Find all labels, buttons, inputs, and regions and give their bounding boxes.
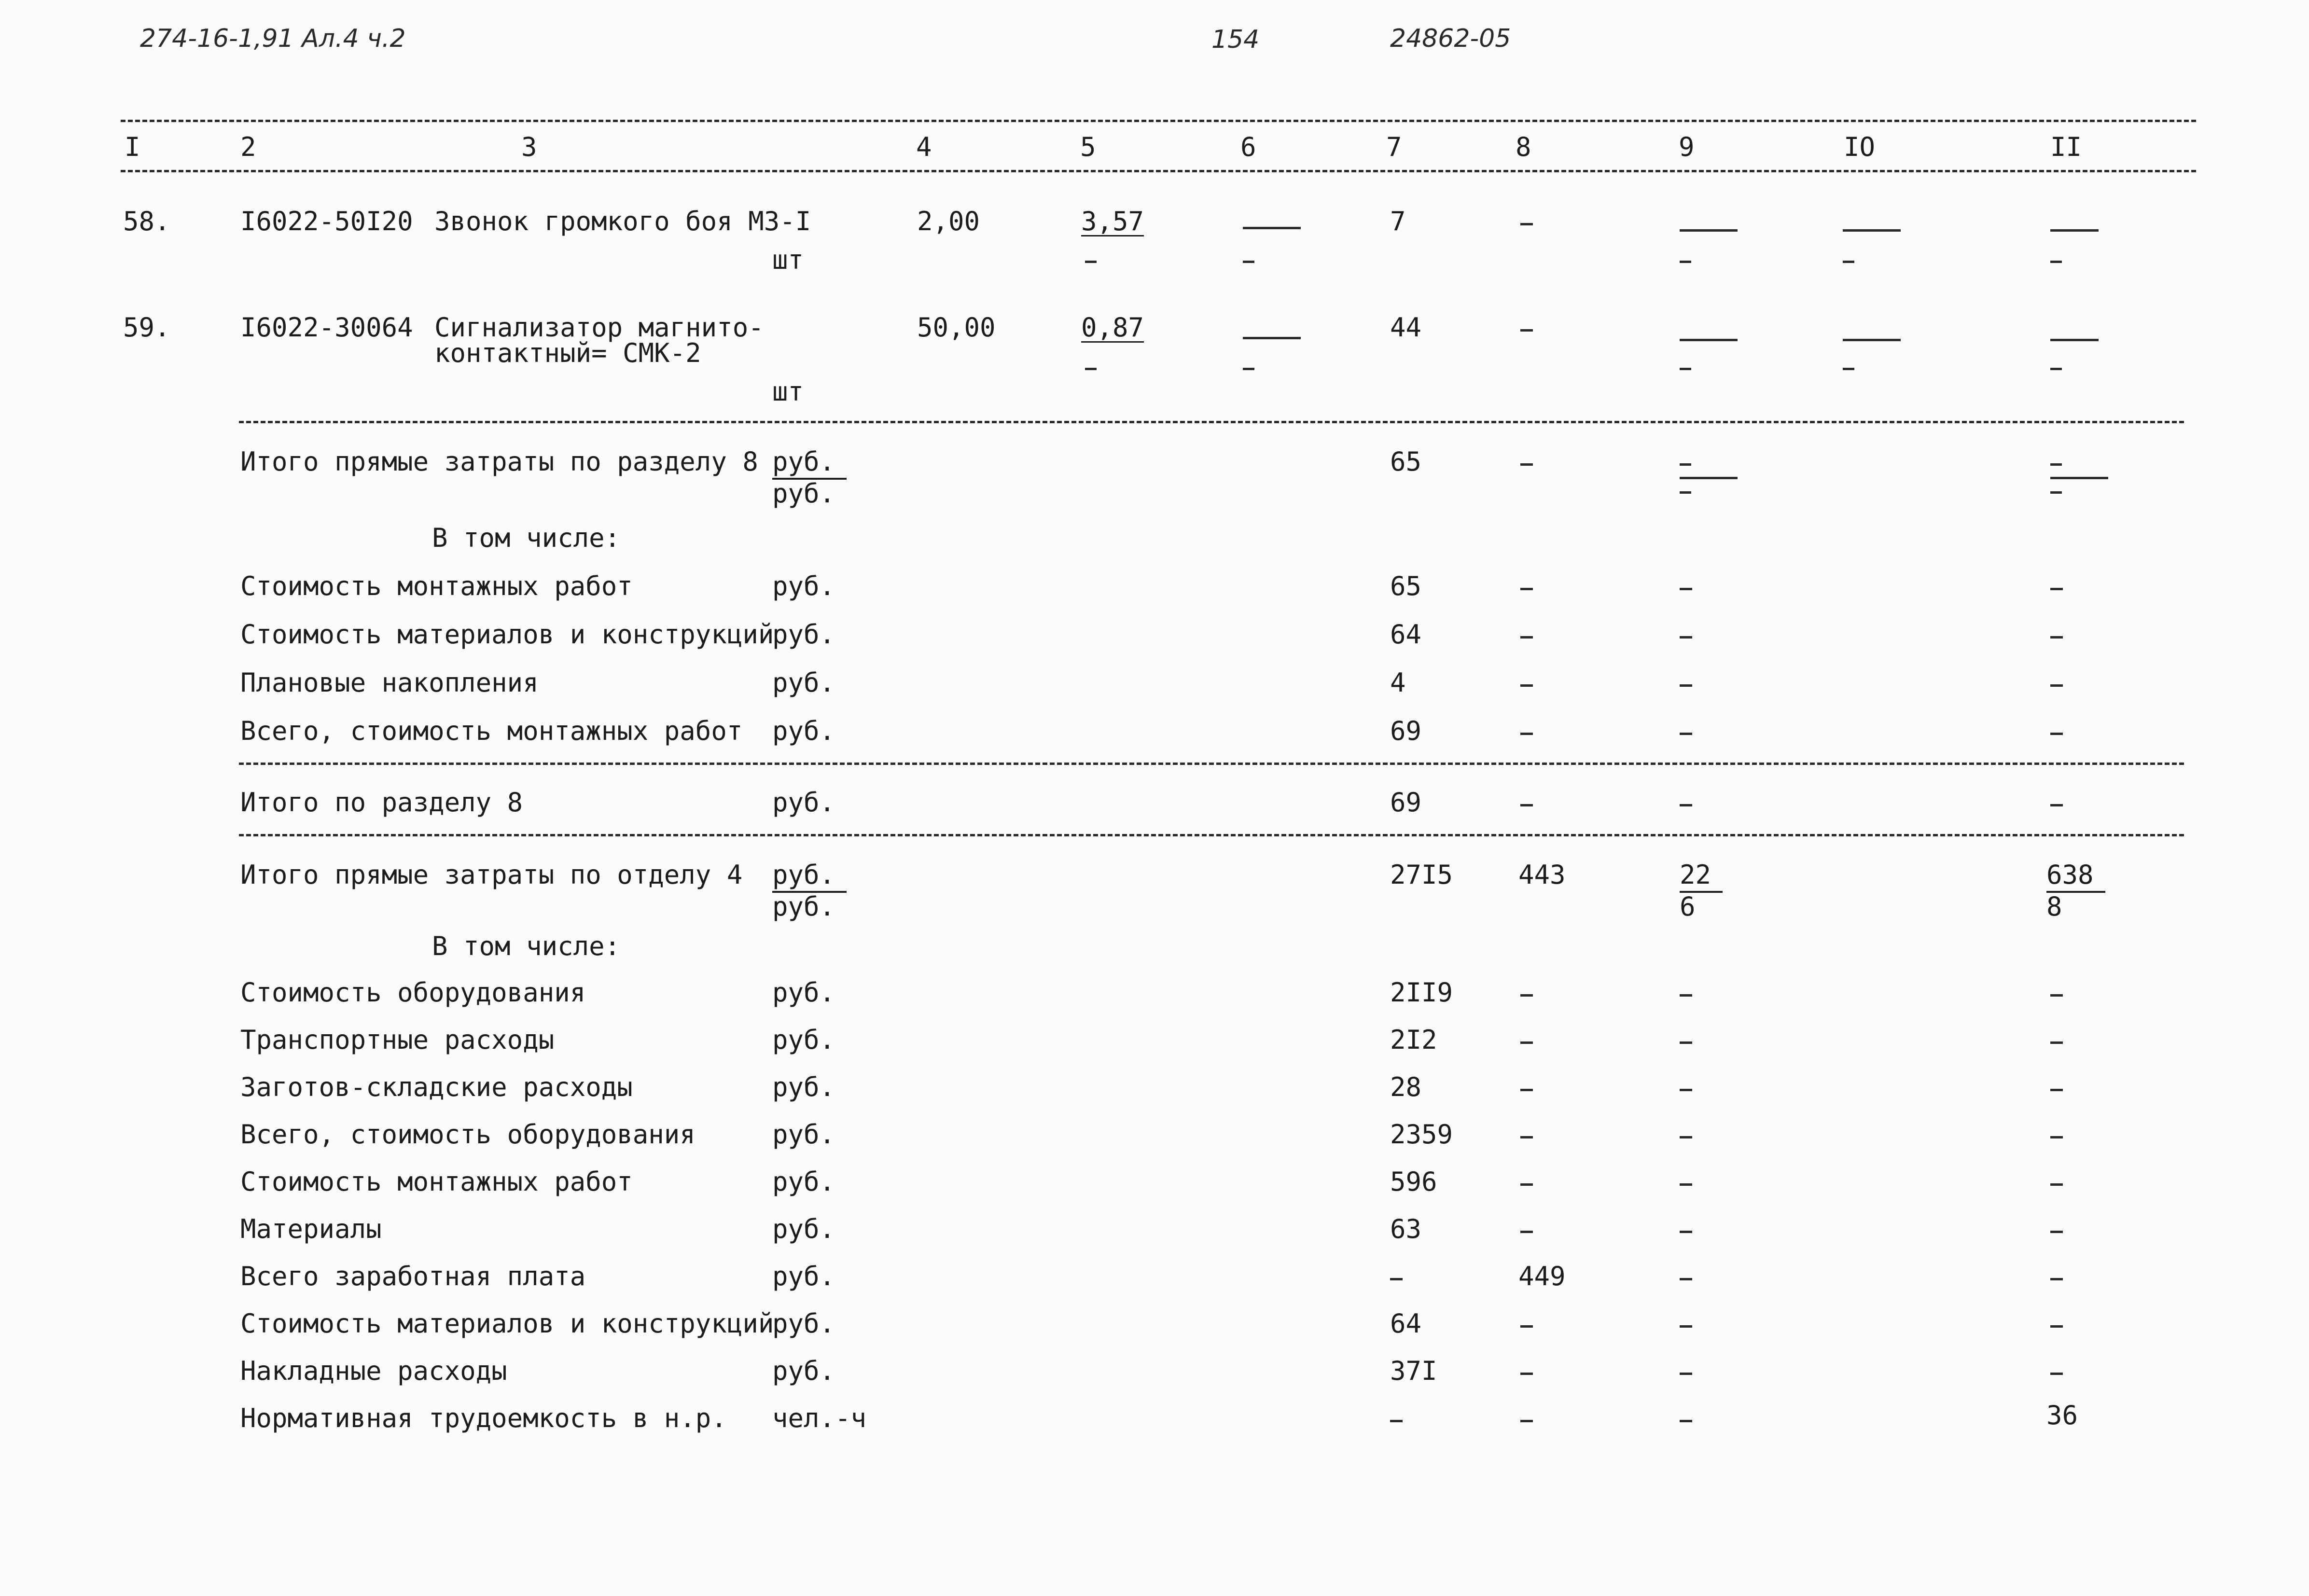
section8-row-col8-dash — [1520, 733, 1533, 735]
item-58-col7: 7 — [1390, 206, 1406, 236]
section8-row-unit: руб. — [772, 571, 835, 601]
dept4-total-col9-bottom: 6 — [1680, 891, 1696, 922]
dept4-row-col8-dash — [1520, 1420, 1533, 1422]
item-58-col6-fraction — [1243, 227, 1301, 229]
section8-row-col9-dash — [1680, 684, 1692, 687]
item-59-quantity: 50,00 — [917, 312, 996, 343]
section8-total-col11-top-dash — [2050, 463, 2062, 466]
dept4-row-col11: 36 — [2046, 1400, 2078, 1430]
section8-row-col11-dash — [2050, 684, 2063, 687]
column-header-1: I — [125, 132, 140, 162]
page-number: 154 — [1211, 25, 1260, 54]
dept4-row-col9-dash — [1680, 994, 1692, 997]
column-header-7: 7 — [1386, 132, 1402, 162]
item-59-col10-dash — [1843, 368, 1854, 370]
item-58-col6-dash — [1243, 261, 1254, 263]
dept4-row-col7: 64 — [1390, 1308, 1422, 1339]
dept4-row-unit: руб. — [772, 1166, 835, 1197]
dept4-row-col9-dash — [1680, 1041, 1692, 1044]
section8-total-col11-fraction — [2050, 477, 2108, 479]
item-58-quantity: 2,00 — [917, 206, 980, 236]
item-58-number: 58. — [123, 206, 170, 236]
dept4-row-col7: 2II9 — [1390, 977, 1453, 1008]
dept4-row-col8-dash — [1520, 1183, 1533, 1186]
item-58-col9-dash — [1680, 261, 1691, 263]
dept4-row-col8-dash — [1520, 1373, 1533, 1375]
dept4-total-label: Итого прямые затраты по отделу 4 — [240, 860, 743, 890]
dept4-row-col11-dash — [2050, 1041, 2063, 1044]
dept4-row-unit: руб. — [772, 977, 835, 1008]
dept4-row-col8-dash — [1520, 1041, 1533, 1044]
dept4-row-col9-dash — [1680, 1325, 1692, 1328]
dept4-total-col9 — [1680, 862, 1723, 920]
dept4-row-col9-dash — [1680, 1183, 1692, 1186]
item-58-col8-dash — [1520, 223, 1533, 225]
item-58-col11-dash — [2050, 261, 2062, 263]
item-59-col6-fraction — [1243, 337, 1301, 339]
item-58-name: Звонок громкого боя МЗ-I — [434, 206, 811, 236]
section8-total-unit-top: руб. — [772, 449, 847, 480]
item-58-col9-fraction — [1680, 229, 1738, 232]
item-58-col10-dash — [1843, 261, 1854, 263]
section8-row-unit: руб. — [772, 716, 835, 746]
header-bottom-rule — [121, 170, 2196, 172]
dept4-top-rule — [239, 834, 2184, 836]
column-header-4: 4 — [916, 132, 932, 162]
item-59-price: 0,87 — [1081, 312, 1144, 343]
column-header-2: 2 — [240, 132, 256, 162]
dept4-row-col7-dash — [1390, 1278, 1403, 1280]
dept4-row-col9-dash — [1680, 1373, 1692, 1375]
dept4-row-unit: руб. — [772, 1025, 835, 1055]
section8-grand-total-col9-dash — [1680, 804, 1692, 806]
section8-row-col11-dash — [2050, 636, 2063, 638]
dept4-row-label: Материалы — [240, 1214, 382, 1244]
item-59-price-dash — [1085, 368, 1097, 370]
section8-total-col9-bottom-dash — [1680, 491, 1691, 494]
section8-row-col9-dash — [1680, 733, 1692, 735]
dept4-total-col11 — [2046, 862, 2105, 920]
dept4-row-unit: руб. — [772, 1072, 835, 1102]
section8-row-col11-dash — [2050, 733, 2063, 735]
dept4-row-col7: 63 — [1390, 1214, 1422, 1244]
dept4-row-col11-dash — [2050, 1325, 2063, 1328]
section8-total-label: Итого прямые затраты по разделу 8 — [240, 446, 758, 477]
column-header-5: 5 — [1080, 132, 1096, 162]
item-59-col8-dash — [1520, 329, 1533, 332]
dept4-row-col7: 596 — [1390, 1166, 1437, 1197]
dept4-row-label: Стоимость материалов и конструкций — [240, 1308, 774, 1339]
dept4-row-label: Всего заработная плата — [240, 1261, 586, 1291]
item-58-unit: шт — [772, 245, 804, 275]
dept4-total-unit-bottom: руб. — [772, 891, 835, 922]
dept4-row-unit: руб. — [772, 1308, 835, 1339]
item-59-name-line2: контактный= СМК-2 — [434, 338, 701, 368]
item-58-col10-fraction — [1843, 229, 1901, 232]
section8-row-label: Всего, стоимость монтажных работ — [240, 716, 743, 746]
section8-row-col7: 69 — [1390, 716, 1422, 746]
section8-row-col8-dash — [1520, 636, 1533, 638]
dept4-total-col9-top: 22 — [1680, 862, 1723, 893]
dept4-row-col7-dash — [1390, 1420, 1403, 1422]
dept4-row-col11-dash — [2050, 1089, 2063, 1091]
section8-total-unit — [772, 446, 847, 509]
section8-row-col7: 4 — [1390, 667, 1406, 698]
section8-grand-total-label: Итого по разделу 8 — [240, 787, 523, 818]
column-header-8: 8 — [1516, 132, 1531, 162]
item-59-name-line1: Сигнализатор магнито- — [434, 312, 764, 343]
dept4-total-col8: 443 — [1518, 860, 1566, 890]
section8-total-col8-dash — [1520, 463, 1533, 466]
section8-row-unit: руб. — [772, 667, 835, 698]
dept4-row-label: Стоимость монтажных работ — [240, 1166, 633, 1197]
dept4-total-unit — [772, 862, 847, 920]
section8-row-col9-dash — [1680, 588, 1692, 590]
section8-row-col7: 65 — [1390, 571, 1422, 601]
dept4-total-col11-bottom: 8 — [2046, 891, 2062, 922]
dept4-row-unit: руб. — [772, 1261, 835, 1291]
dept4-row-col8-dash — [1520, 1089, 1533, 1091]
dept4-row-col8: 449 — [1518, 1261, 1566, 1291]
dept4-row-col9-dash — [1680, 1278, 1692, 1280]
section8-grand-total-unit: руб. — [772, 787, 835, 818]
dept4-row-col7: 37I — [1390, 1356, 1437, 1386]
item-59-unit: шт — [772, 376, 804, 407]
dept4-row-col9-dash — [1680, 1136, 1692, 1138]
item-59-col11-dash — [2050, 368, 2062, 370]
dept4-row-col11-dash — [2050, 994, 2063, 997]
section8-total-unit-bottom: руб. — [772, 478, 835, 509]
dept4-row-col9-dash — [1680, 1420, 1692, 1422]
section8-total-col11-bottom-dash — [2050, 491, 2062, 494]
item-58-price-dash — [1085, 261, 1097, 263]
dept4-row-col11-dash — [2050, 1183, 2063, 1186]
section8-grand-total-col8-dash — [1520, 804, 1533, 806]
dept4-row-label: Транспортные расходы — [240, 1025, 555, 1055]
dept4-row-unit: руб. — [772, 1356, 835, 1386]
dept4-row-unit: чел.-ч — [772, 1403, 867, 1433]
section8-grand-total-col11-dash — [2050, 804, 2063, 806]
item-59-code: I6022-30064 — [240, 312, 413, 343]
column-header-3: 3 — [521, 132, 537, 162]
dept4-row-col8-dash — [1520, 994, 1533, 997]
column-header-11: II — [2050, 132, 2082, 162]
item-59-number: 59. — [123, 312, 170, 343]
section8-top-rule — [239, 421, 2184, 423]
item-58-col11-fraction — [2050, 229, 2099, 232]
dept4-row-col9-dash — [1680, 1089, 1692, 1091]
column-header-9: 9 — [1679, 132, 1695, 162]
item-59-col9-fraction — [1680, 339, 1738, 341]
dept4-row-col7: 2I2 — [1390, 1025, 1437, 1055]
dept4-row-col9-dash — [1680, 1231, 1692, 1233]
header-top-rule — [121, 120, 2196, 122]
item-58-price: 3,57 — [1081, 206, 1144, 236]
dept4-row-label: Заготов-складские расходы — [240, 1072, 633, 1102]
column-header-10: IO — [1844, 132, 1876, 162]
dept4-total-col11-top: 638 — [2046, 862, 2105, 893]
section8-row-col7: 64 — [1390, 619, 1422, 650]
section8-row-col9-dash — [1680, 636, 1692, 638]
item-59-col9-dash — [1680, 368, 1691, 370]
item-59-col7: 44 — [1390, 312, 1422, 343]
dept4-total-unit-top: руб. — [772, 862, 847, 893]
section8-row-label: Плановые накопления — [240, 667, 539, 698]
dept4-row-label: Всего, стоимость оборудования — [240, 1119, 695, 1150]
item-59-col6-dash — [1243, 368, 1254, 370]
item-59-col11-fraction — [2050, 339, 2099, 341]
section8-row-label: Стоимость материалов и конструкций — [240, 619, 774, 650]
dept4-row-col11-dash — [2050, 1373, 2063, 1375]
section8-including: В том числе: — [432, 523, 621, 553]
dept4-row-col11-dash — [2050, 1278, 2063, 1280]
section8-row-col11-dash — [2050, 588, 2063, 590]
section8-total-col7: 65 — [1390, 446, 1422, 477]
section8-grand-total-col7: 69 — [1390, 787, 1422, 818]
dept4-row-col8-dash — [1520, 1325, 1533, 1328]
dept4-row-col11-dash — [2050, 1231, 2063, 1233]
document-number: 24862-05 — [1390, 24, 1511, 53]
dept4-row-unit: руб. — [772, 1214, 835, 1244]
item-58-code: I6022-50I20 — [240, 206, 413, 236]
dept4-row-col7: 2359 — [1390, 1119, 1453, 1150]
section8-row-col8-dash — [1520, 684, 1533, 687]
dept4-row-col8-dash — [1520, 1136, 1533, 1138]
section8-total-col9-fraction — [1680, 477, 1738, 479]
section8-row-unit: руб. — [772, 619, 835, 650]
dept4-row-col8-dash — [1520, 1231, 1533, 1233]
dept4-row-label: Накладные расходы — [240, 1356, 507, 1386]
dept4-total-col7: 27I5 — [1390, 860, 1453, 890]
dept4-row-unit: руб. — [772, 1119, 835, 1150]
section8-row-label: Стоимость монтажных работ — [240, 571, 633, 601]
dept4-including: В том числе: — [432, 931, 621, 961]
dept4-row-col11-dash — [2050, 1136, 2063, 1138]
section8-row-col8-dash — [1520, 588, 1533, 590]
item-59-col10-fraction — [1843, 339, 1901, 341]
dept4-row-label: Стоимость оборудования — [240, 977, 586, 1008]
section8-total-col9-top-dash — [1680, 463, 1691, 466]
document-reference: 274-16-1,91 Ал.4 ч.2 — [140, 24, 406, 53]
column-header-6: 6 — [1240, 132, 1256, 162]
dept4-row-col7: 28 — [1390, 1072, 1422, 1102]
section8-total-top-rule — [239, 763, 2184, 765]
dept4-row-label: Нормативная трудоемкость в н.р. — [240, 1403, 727, 1433]
